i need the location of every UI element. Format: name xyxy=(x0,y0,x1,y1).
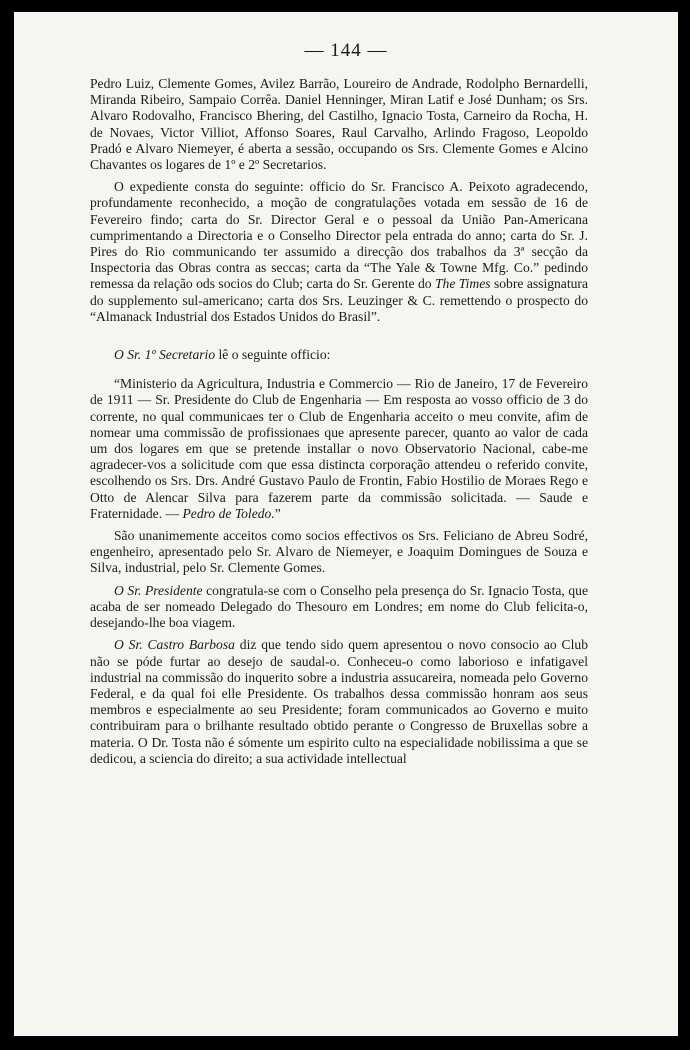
speaker-castro-barbosa: O Sr. Castro Barbosa xyxy=(114,637,235,653)
the-times-title: The Times xyxy=(434,276,491,292)
officio-text: “Ministerio da Agricultura, Industria e Commercio — Rio de Janeiro, 17 de Fevereiro de 1911 — Sr. Presidente do Club de Engenharia — Em resposta ao vosso officio de 3 do corrente, no qual communicaes ter o Club de Engenharia acceito o meu convite, afim de nomear uma commissão de profissionaes que apresente parecer, quanto ao valor de cada um dos logares em que se pretende installar o novo Observatorio Nacional, cabe-me agradecer-vos a solicitude com que essa distincta corporação attendeu o referido convite, escolhendo os Srs. Drs. André Gustavo Paulo de Frontin, Fabio Hostilio de Moraes Rego e Otto de Alencar Silva para fazerem parte da commissão solicitada. — Saude e Fraternidade. — xyxy=(90,376,588,521)
document-page xyxy=(14,12,678,1036)
page-number: — 144 — xyxy=(304,40,388,61)
page-body xyxy=(90,76,588,767)
castro-barbosa-text: diz que tendo sido quem apresentou o novo consocio ao Club não se póde furtar ao desejo de saudal-o. Conheceu-o como laborioso e infatigavel industrial na commissão do inquerito sobre a industria assucareira, nomeada pelo Governo Federal, e da qual foi elle Presidente. Os trabalhos dessa commissão honram aos seus membros e especialmente ao seu Presidente; foram communicados ao Governo e muito contribuiram para o brilhante resultado obtido perante o Congresso de Bruxellas sobre a materia. O Dr. Tosta não é sómente um espirito culto na especialidade nobilissima a que se dedicou, a sciencia do direito; a sua actividade intellectual xyxy=(90,637,588,766)
paragraph-castro-barbosa xyxy=(90,637,588,767)
speaker-secretario: O Sr. 1º Secretario xyxy=(114,347,216,363)
paragraph-secretario xyxy=(90,347,588,363)
paragraph-new-members: São unanimemente acceitos como socios effectivos os Srs. Feliciano de Abreu Sodré, engenheiro, apresentado pelo Sr. Alvaro de Niemeyer, e Joaquim Domingues de Souza e Silva, industrial, pelo Sr. Clemente Gomes. xyxy=(90,528,588,576)
officio-signature: Pedro de Toledo. xyxy=(182,505,275,521)
presidente-text: congratula-se com o Conselho pela presença do Sr. Ignacio Tosta, que acaba de ser nomeado Delegado do Thesouro em Londres; em nome do Club felicita-o, desejando-lhe boa viagem. xyxy=(90,582,588,631)
paragraph-expediente xyxy=(90,179,588,325)
expediente-text-b: sobre assignatura do supplemento sul-americano; carta dos Srs. Leuzinger & C. remettendo o prospecto do “Almanack Industrial dos Estados Unidos do Brasil”. xyxy=(90,276,588,324)
secretario-text: lê o seguinte officio: xyxy=(215,347,331,363)
paragraph-presidente xyxy=(90,583,588,632)
paragraph-officio xyxy=(90,376,588,522)
paragraph-attendance: Pedro Luiz, Clemente Gomes, Avilez Barrão, Loureiro de Andrade, Rodolpho Bernardelli, Miranda Ribeiro, Sampaio Corrêa. Daniel Henninger, Miran Latif e José Dunham; os Srs. Alvaro Rodovalho, Francisco Bhering, del Castilho, Ignacio Tosta, Carneiro da Rocha, H. de Novaes, Victor Villiot, Affonso Soares, Raul Carvalho, Arlindo Fragoso, Leopoldo Pradó e Alvaro Niemeyer, é aberta a sessão, occupando os Srs. Clemente Gomes e Alcino Chavantes os logares de 1º e 2º Secretarios. xyxy=(90,76,588,173)
officio-close-quote: ” xyxy=(274,505,281,521)
speaker-presidente: O Sr. Presidente xyxy=(114,582,203,598)
expediente-text-a: O expediente consta do seguinte: officio do Sr. Francisco A. Peixoto agradecendo, profundamente reconhecido, a moção de congratulações votada em sessão de 16 de Fevereiro findo; carta do Sr. Director Geral e o pessoal da União Pan-Americana cumprimentando a Directoria e o Conselho Director pela entrada do anno; carta do Sr. J. Pires do Rio communicando ter assumido a direcção dos trabalhos da 3ª secção da Inspectoria das Obras contra as seccas; carta da “The Yale & Towne Mfg. Co.” pedindo remessa da relação ods socios do Club; carta do Sr. Gerente do xyxy=(90,179,588,292)
